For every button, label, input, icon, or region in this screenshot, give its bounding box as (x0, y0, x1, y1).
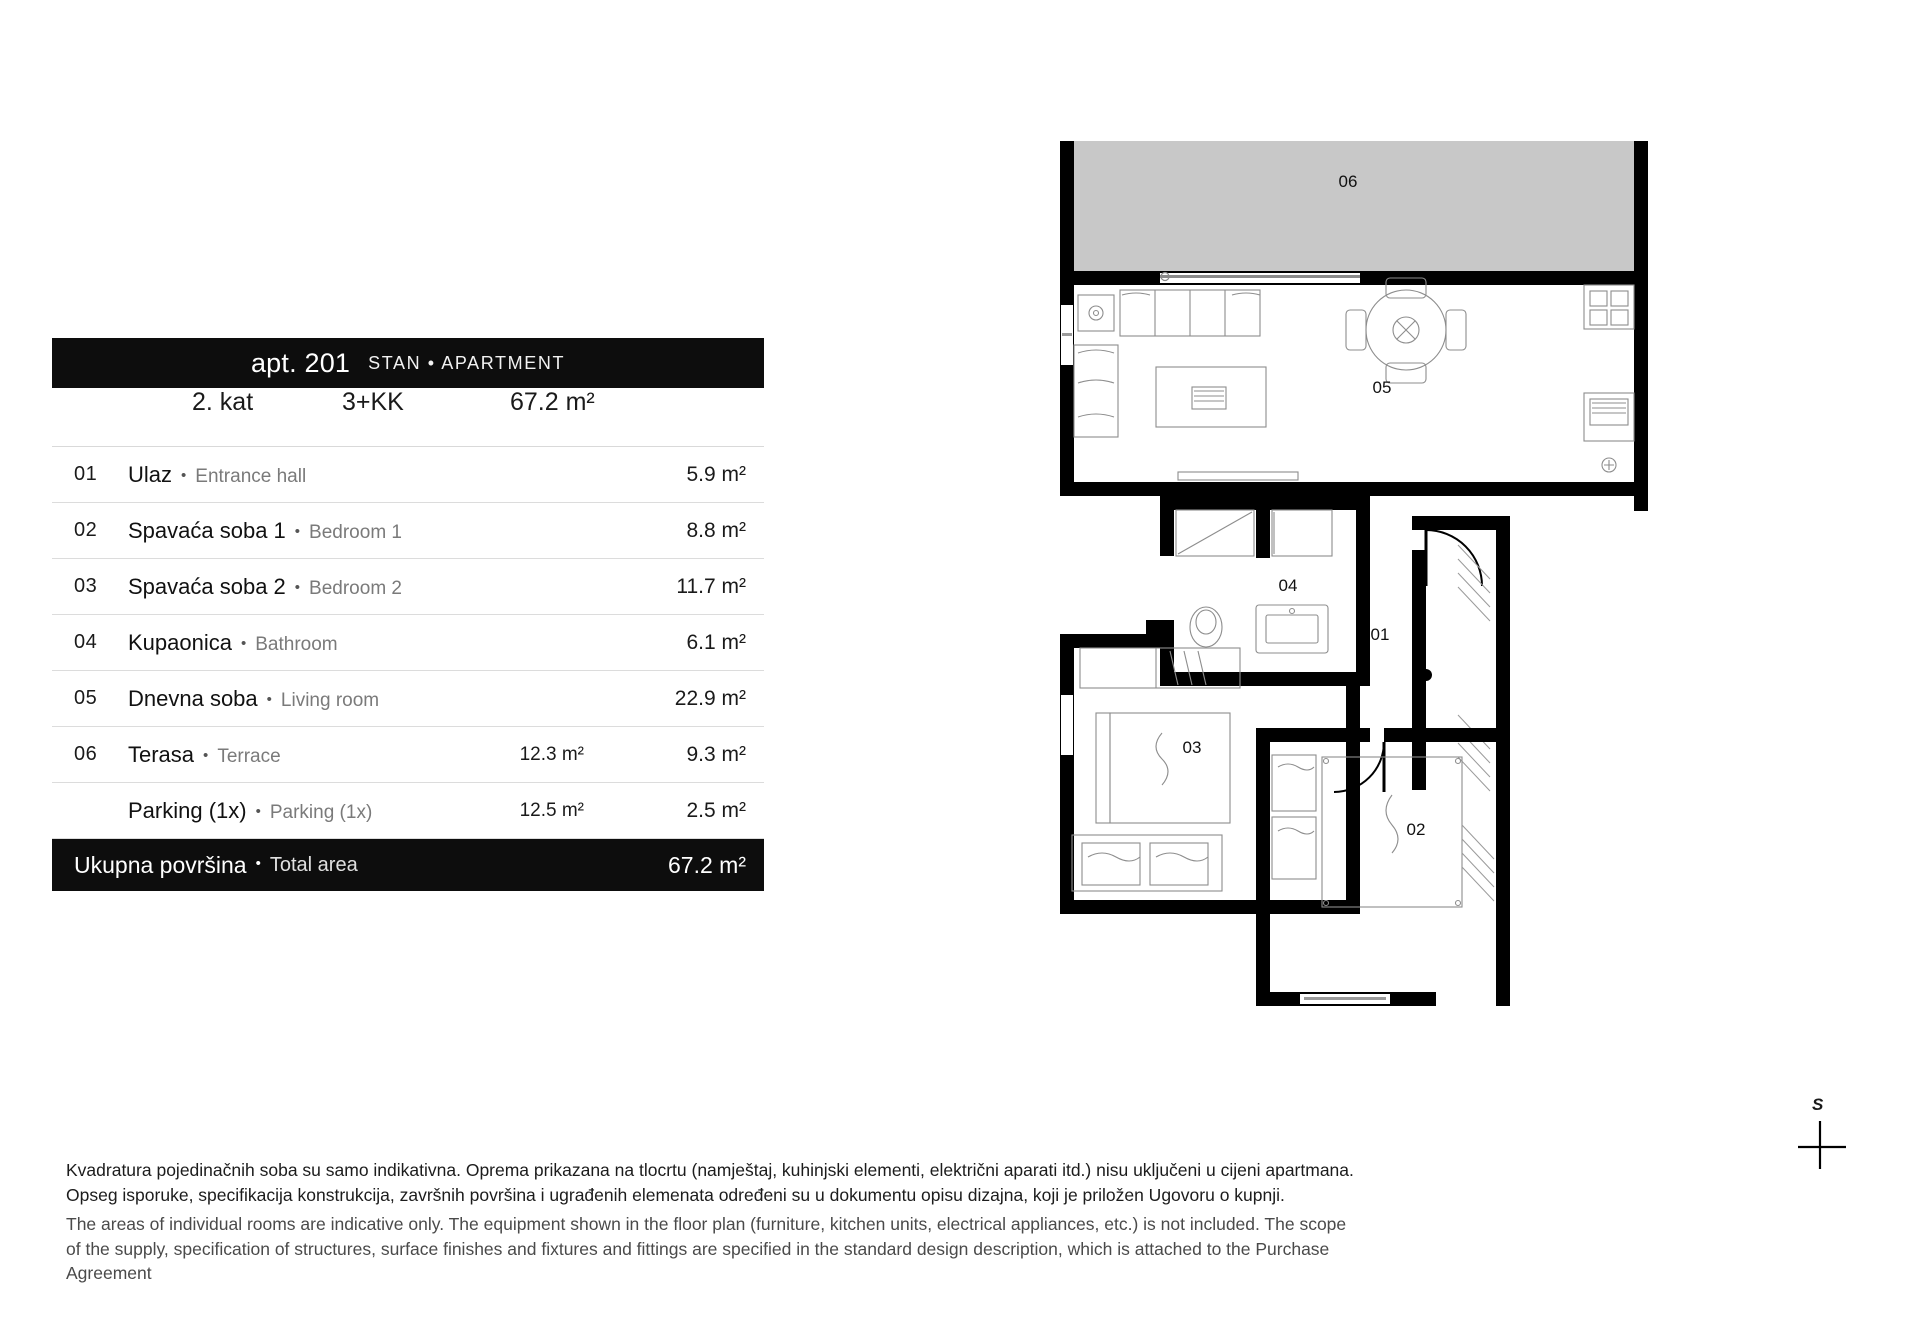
separator-dot: • (266, 690, 272, 708)
room-number: 01 (74, 463, 98, 485)
room-number: 05 (74, 687, 98, 709)
floor-plan (1060, 135, 1760, 1135)
disclaimer-hr: Kvadratura pojedinačnih soba su samo indikativna. Oprema prikazana na tlocrtu (namještaj, kuhinjski elementi, električni aparati itd.) nisu uključeni u cijeni apartmana. Opseg isporuke, specifikacija konstrukcija, završnih površina i ugrađenih elemenata određeni su u dokumentu opisu dizajna, koji je priložen Ugovoru o kupnji. (66, 1160, 1354, 1205)
entry-door-swing (1426, 530, 1482, 586)
room-name-hr: Spavaća soba 1 (128, 517, 286, 543)
room-label-03: 03 (1182, 738, 1202, 757)
window-glass (1304, 997, 1386, 1000)
room-area: 22.9 m² (674, 686, 746, 710)
room-name-en: Entrance hall (195, 465, 307, 487)
room-names (128, 630, 444, 656)
apartment-total-area-header: 67.2 m² (510, 388, 595, 416)
room-number: 06 (74, 743, 98, 765)
table-row (52, 727, 764, 783)
wall-terrace-right (1634, 135, 1648, 285)
room-label-04: 04 (1278, 576, 1298, 595)
bathroom-fixtures (1176, 510, 1332, 653)
room-gross-area: 12.3 m² (519, 743, 584, 765)
table-row (52, 615, 764, 671)
room-name-hr: Parking (1x) (128, 797, 247, 823)
bathroom-walls (1146, 496, 1370, 686)
legend-total-row (52, 839, 764, 891)
compass-cross-icon (1790, 1095, 1860, 1175)
room-names (128, 798, 444, 824)
room-gross-area: 12.5 m² (519, 799, 584, 821)
disclaimer-en: The areas of individual rooms are indicative only. The equipment shown in the floor plan (furniture, kitchen units, electrical appliances, etc.) is not included. The scope of the supply, specification of structures, surface finishes and fixtures and fittings are specified in the standard design description, which is attached to the Purchase Agreement (66, 1213, 1347, 1284)
separator-dot: • (240, 634, 247, 652)
separator-dot: • (294, 578, 301, 596)
compass-direction-label: S (1812, 1095, 1824, 1114)
room-name-hr: Spavaća soba 2 (128, 573, 286, 599)
room-label-05: 05 (1372, 378, 1392, 397)
table-row (52, 783, 764, 839)
room-number: 02 (74, 519, 98, 541)
room-name-hr: Kupaonica (128, 629, 232, 655)
room-name-en: Living room (280, 689, 380, 711)
room-name-hr: Terasa (128, 741, 195, 767)
room-area: 6.1 m² (686, 630, 746, 654)
room-name-hr: Dnevna soba (128, 685, 258, 711)
window-glass (1062, 333, 1072, 336)
room-name-en: Terrace (217, 745, 281, 767)
separator-dot: • (203, 746, 209, 764)
room-label-01: 01 (1370, 625, 1390, 644)
wall-kitchen-right (1634, 271, 1648, 511)
room-number: 04 (74, 631, 98, 653)
door-stop-dot (1420, 669, 1432, 681)
separator-dot: • (255, 802, 261, 820)
apartment-type: 3+KK (342, 388, 404, 416)
table-row (52, 447, 764, 503)
wall-living-bottom (1060, 482, 1450, 496)
room-names (128, 686, 444, 712)
terrace-open-edge (1060, 135, 1648, 141)
room-area: 11.7 m² (676, 574, 746, 598)
apartment-subtitle: STAN • APARTMENT (368, 352, 566, 373)
legend-subheader (52, 388, 764, 447)
room-name-en: Bedroom 1 (309, 521, 402, 543)
room-label-06: 06 (1338, 172, 1358, 191)
floor-label: 2. kat (192, 388, 254, 416)
separator-dot: • (294, 522, 301, 540)
separator-dot: • (255, 854, 261, 872)
apartment-legend (52, 338, 764, 891)
total-area-value: 67.2 m² (668, 851, 746, 878)
room-names (128, 742, 444, 768)
room-name-en: Parking (1x) (269, 801, 373, 823)
hall-hatch (1458, 545, 1490, 791)
total-label-en: Total area (269, 853, 358, 876)
table-row (52, 503, 764, 559)
wall-kitchen-bottom (1448, 482, 1648, 496)
table-row (52, 671, 764, 727)
room-names (128, 518, 444, 544)
terrace-area (1070, 135, 1648, 271)
room-area: 5.9 m² (686, 462, 746, 486)
room-names (128, 462, 444, 488)
bedroom2-hatch (1462, 825, 1494, 901)
total-label-hr: Ukupna površina (74, 851, 247, 878)
sliding-door-track (1160, 275, 1360, 278)
room-number: 03 (74, 575, 98, 597)
room-area: 2.5 m² (686, 798, 746, 822)
disclaimer-notes (66, 1158, 1356, 1286)
room-name-hr: Ulaz (128, 461, 173, 487)
wall-living-left (1060, 271, 1074, 496)
room-area: 9.3 m² (686, 742, 746, 766)
room-area: 8.8 m² (686, 518, 746, 542)
wall-terrace-left (1060, 135, 1074, 285)
separator-dot: • (181, 466, 187, 484)
living-room-furniture (1074, 278, 1634, 480)
room-name-en: Bathroom (255, 633, 338, 655)
room-names (128, 574, 444, 600)
legend-header (52, 338, 764, 388)
room-name-en: Bedroom 2 (309, 577, 402, 599)
bedroom2-furniture (1272, 755, 1462, 907)
room-label-02: 02 (1406, 820, 1426, 839)
table-row (52, 559, 764, 615)
apartment-number: apt. 201 (250, 347, 351, 378)
compass (1790, 1095, 1860, 1175)
